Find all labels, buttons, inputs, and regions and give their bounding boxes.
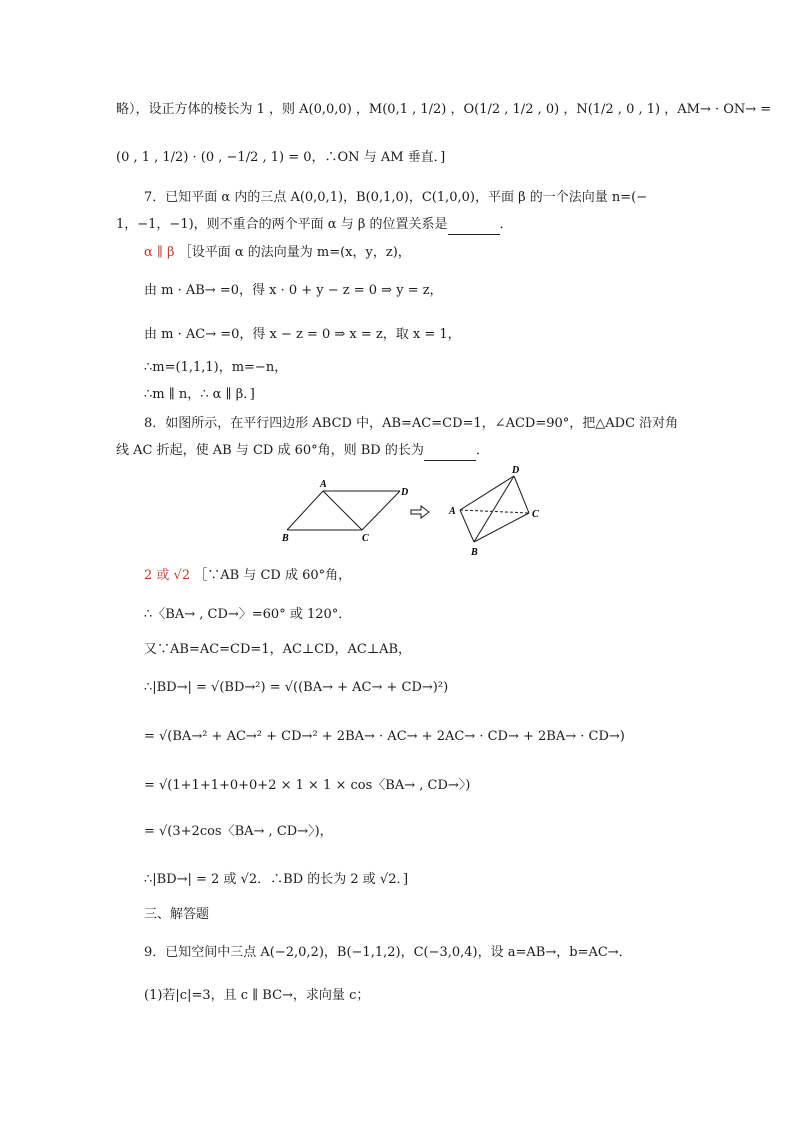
answer-8-line-6: = √(1+1+1+0+0+2 × 1 × 1 × cos〈BA→ , CD→〉) xyxy=(144,778,471,793)
answer-8-line-7: = √(3+2cos〈BA→ , CD→〉)， xyxy=(144,824,333,839)
answer-7-line-4: ∴m=(1,1,1)，m=−n， xyxy=(144,360,288,375)
question-8-text: 线 AC 折起，使 AB 与 CD 成 60°角，则 BD 的长为 xyxy=(116,443,424,458)
parallelogram-figure xyxy=(287,491,400,530)
folding-figure xyxy=(270,462,560,562)
answer-blank xyxy=(424,446,476,461)
answer-8-line-1 xyxy=(144,566,351,586)
answer-8-line-3: 又∵AB=AC=CD=1，AC⊥CD，AC⊥AB， xyxy=(144,642,412,657)
line-solution-prev-1: 略），设正方体的棱长为 1 ，则 A(0,0,0) ，M(0,1 , 1/2) ，O(1/2 , 1/2 , 0) ，N(1/2 , 0 , 1) ，AM→ · ON→ = xyxy=(116,102,772,117)
question-9-part-1: (1)若|c|=3，且 c ∥ BC→，求向量 c； xyxy=(144,988,370,1003)
question-7-period: ． xyxy=(499,217,513,232)
answer-8-line-4: ∴|BD→| = √(BD→²) = √((BA→ + AC→ + CD→)²) xyxy=(144,680,449,695)
answer-8-text-1: ［∵AB 与 CD 成 60°角， xyxy=(194,568,352,583)
line-solution-prev-2: (0 , 1 , 1/2) · (0 , −1/2 , 1) = 0，∴ON 与 AM 垂直．] xyxy=(116,150,446,165)
label-C-right: C xyxy=(532,509,539,520)
section-heading: 三、解答题 xyxy=(144,907,210,922)
answer-7-line-5: ∴m ∥ n，∴ α ∥ β．] xyxy=(144,387,255,402)
answer-8-line-2: ∴〈BA→ , CD→〉=60° 或 120°． xyxy=(144,607,352,622)
answer-8-line-5: = √(BA→² + AC→² + CD→² + 2BA→ · AC→ + 2AC→ · CD→ + 2BA→ · CD→) xyxy=(144,729,625,744)
label-B-right: B xyxy=(471,547,478,558)
answer-7-line-2: 由 m · AB→ =0，得 x · 0 + y − z = 0 ⇒ y = z， xyxy=(144,283,443,298)
label-D-right: D xyxy=(512,465,520,476)
question-8-period: ． xyxy=(475,443,489,458)
answer-8-result: 2 或 √2 xyxy=(144,568,191,583)
answer-blank xyxy=(448,220,500,235)
question-7-line-2 xyxy=(116,215,513,235)
question-8-line-2 xyxy=(116,441,489,461)
answer-7-result: α ∥ β xyxy=(144,245,175,260)
answer-7-line-1 xyxy=(144,243,411,263)
label-A-left: A xyxy=(320,479,327,490)
question-8-line-1: 8．如图所示，在平行四边形 ABCD 中，AB=AC=CD=1，∠ACD=90°，把△ADC 沿对角 xyxy=(144,416,679,431)
answer-7-line-3: 由 m · AC→ =0，得 x − z = 0 ⇒ x = z，取 x = 1， xyxy=(144,327,461,342)
question-7-line-1: 7．已知平面 α 内的三点 A(0,0,1)，B(0,1,0)，C(1,0,0)，平面 β 的一个法向量 n=(− xyxy=(144,190,648,205)
tetrahedron-figure xyxy=(460,476,529,542)
label-C-left: C xyxy=(362,533,369,544)
question-7-text: 1，−1，−1)，则不重合的两个平面 α 与 β 的位置关系是 xyxy=(116,217,448,232)
label-D-left: D xyxy=(401,487,409,498)
question-9-line-1: 9．已知空间中三点 A(−2,0,2)，B(−1,1,2)，C(−3,0,4)，设 a=AB→，b=AC→． xyxy=(144,945,632,960)
label-B-left: B xyxy=(282,533,289,544)
label-A-right: A xyxy=(449,506,456,517)
hollow-right-arrow-icon xyxy=(411,506,429,518)
answer-8-line-8: ∴|BD→| = 2 或 √2．∴BD 的长为 2 或 √2．] xyxy=(144,872,409,887)
answer-7-text-1: ［设平面 α 的法向量为 m=(x，y，z)， xyxy=(178,245,411,260)
